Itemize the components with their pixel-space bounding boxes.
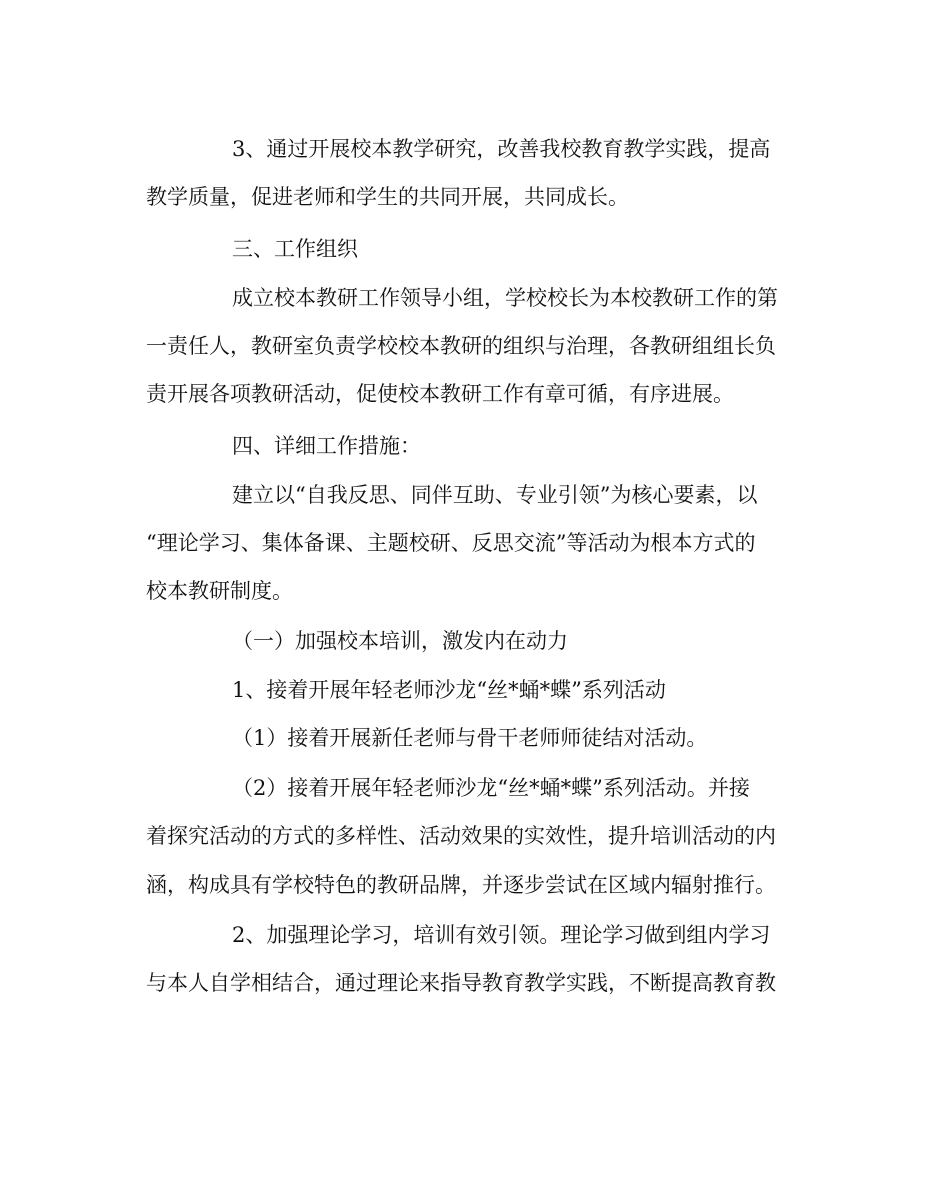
paragraph-line: 责开展各项教研活动，促使校本教研工作有章可循，有序进展。: [146, 382, 734, 406]
subsection-heading: （一）加强校本培训，激发内在动力: [232, 629, 568, 653]
paragraph-line: 教学质量，促进老师和学生的共同开展，共同成长。: [146, 185, 629, 209]
list-item: （2）接着开展年轻老师沙龙“丝*蛹*蝶”系列活动。并接: [232, 776, 750, 800]
paragraph-line: “理论学习、集体备课、主题校研、反思交流”等活动为根本方式的: [146, 531, 756, 555]
paragraph-line: 一责任人，教研室负责学校校本教研的组织与治理，各教研组组长负: [146, 334, 776, 358]
paragraph-line: 与本人自学相结合，通过理论来指导教育教学实践，不断提高教育教: [146, 971, 776, 995]
paragraph-line: 3、通过开展校本教学研究，改善我校教育教学实践，提高: [232, 137, 771, 161]
paragraph-line: 成立校本教研工作领导小组，学校校长为本校教研工作的第: [232, 286, 778, 310]
section-heading: 四、详细工作措施：: [232, 434, 421, 458]
paragraph-line: 校本教研制度。: [146, 579, 293, 603]
paragraph-line: 建立以“自我反思、同伴互助、专业引领”为核心要素，以: [232, 483, 758, 507]
list-item: 1、接着开展年轻老师沙龙“丝*蛹*蝶”系列活动: [232, 678, 666, 702]
paragraph-line: 涵，构成具有学校特色的教研品牌，并逐步尝试在区域内辐射推行。: [146, 873, 776, 897]
list-item: 2、加强理论学习，培训有效引领。理论学习做到组内学习: [232, 923, 771, 947]
section-heading: 三、工作组织: [232, 237, 358, 261]
list-item: （1）接着开展新任老师与骨干老师师徒结对活动。: [232, 726, 708, 750]
paragraph-line: 着探究活动的方式的多样性、活动效果的实效性，提升培训活动的内: [146, 824, 776, 848]
